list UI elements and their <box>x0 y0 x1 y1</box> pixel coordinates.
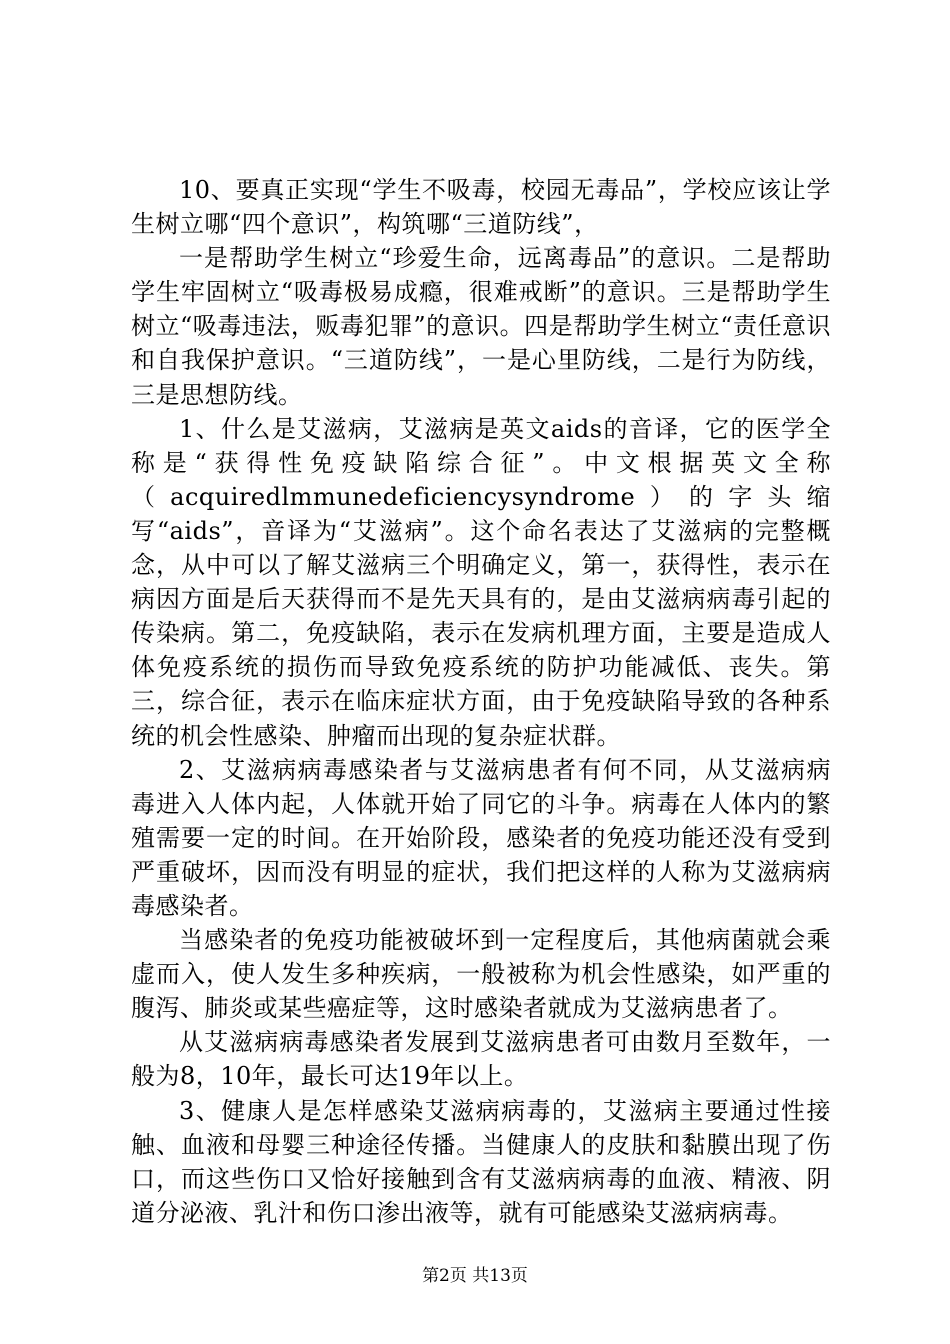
paragraph-q1: 1、什么是艾滋病，艾滋病是英文aids的音译，它的医学全称是“获得性免疫缺陷综合征”。中文根据英文全称（acquiredlmmunedeficiencysyndrome）的字头缩写“aids”，音译为“艾滋病”。这个命名表达了艾滋病的完整概念，从中可以了解艾滋病三个明确定义，第一，获得性，表示在病因方面是后天获得而不是先天具有的，是由艾滋病病毒引起的传染病。第二，免疫缺陷，表示在发病机理方面，主要是造成人体免疫系统的损伤而导致免疫系统的防护功能减低、丧失。第三，综合征，表示在临床症状方面，由于免疫缺陷导致的各种系统的机会性感染、肿瘤而出现的复杂症状群。 <box>131 414 831 750</box>
page-number-label: 第2页 共13页 <box>422 1266 528 1286</box>
page-footer <box>0 1266 950 1286</box>
paragraph-q10: 10、要真正实现“学生不吸毒，校园无毒品”，学校应该让学生树立哪“四个意识”，构筑哪“三道防线”， <box>131 176 831 239</box>
paragraph-q2-duration: 从艾滋病病毒感染者发展到艾滋病患者可由数月至数年，一般为8，10年，最长可达19年以上。 <box>131 1028 831 1091</box>
paragraph-q2: 2、艾滋病病毒感染者与艾滋病患者有何不同，从艾滋病病毒进入人体内起，人体就开始了同它的斗争。病毒在人体内的繁殖需要一定的时间。在开始阶段，感染者的免疫功能还没有受到严重破坏，因而没有明显的症状，我们把这样的人称为艾滋病病毒感染者。 <box>131 755 831 920</box>
paragraph-q3: 3、健康人是怎样感染艾滋病病毒的，艾滋病主要通过性接触、血液和母婴三种途径传播。当健康人的皮肤和黏膜出现了伤口，而这些伤口又恰好接触到含有艾滋病病毒的血液、精液、阴道分泌液、乳汁和伤口渗出液等，就有可能感染艾滋病病毒。 <box>131 1096 831 1227</box>
paragraph-q10-answer: 一是帮助学生树立“珍爱生命，远离毒品”的意识。二是帮助学生牢固树立“吸毒极易成瘾，很难戒断”的意识。三是帮助学生树立“吸毒违法，贩毒犯罪”的意识。四是帮助学生树立“责任意识和自我保护意识。“三道防线”，一是心里防线，二是行为防线，三是思想防线。 <box>131 244 831 409</box>
paragraph-q2-patient: 当感染者的免疫功能被破坏到一定程度后，其他病菌就会乘虚而入，使人发生多种疾病，一般被称为机会性感染，如严重的腹泻、肺炎或某些癌症等，这时感染者就成为艾滋病患者了。 <box>131 926 831 1023</box>
document-body <box>131 173 831 1230</box>
